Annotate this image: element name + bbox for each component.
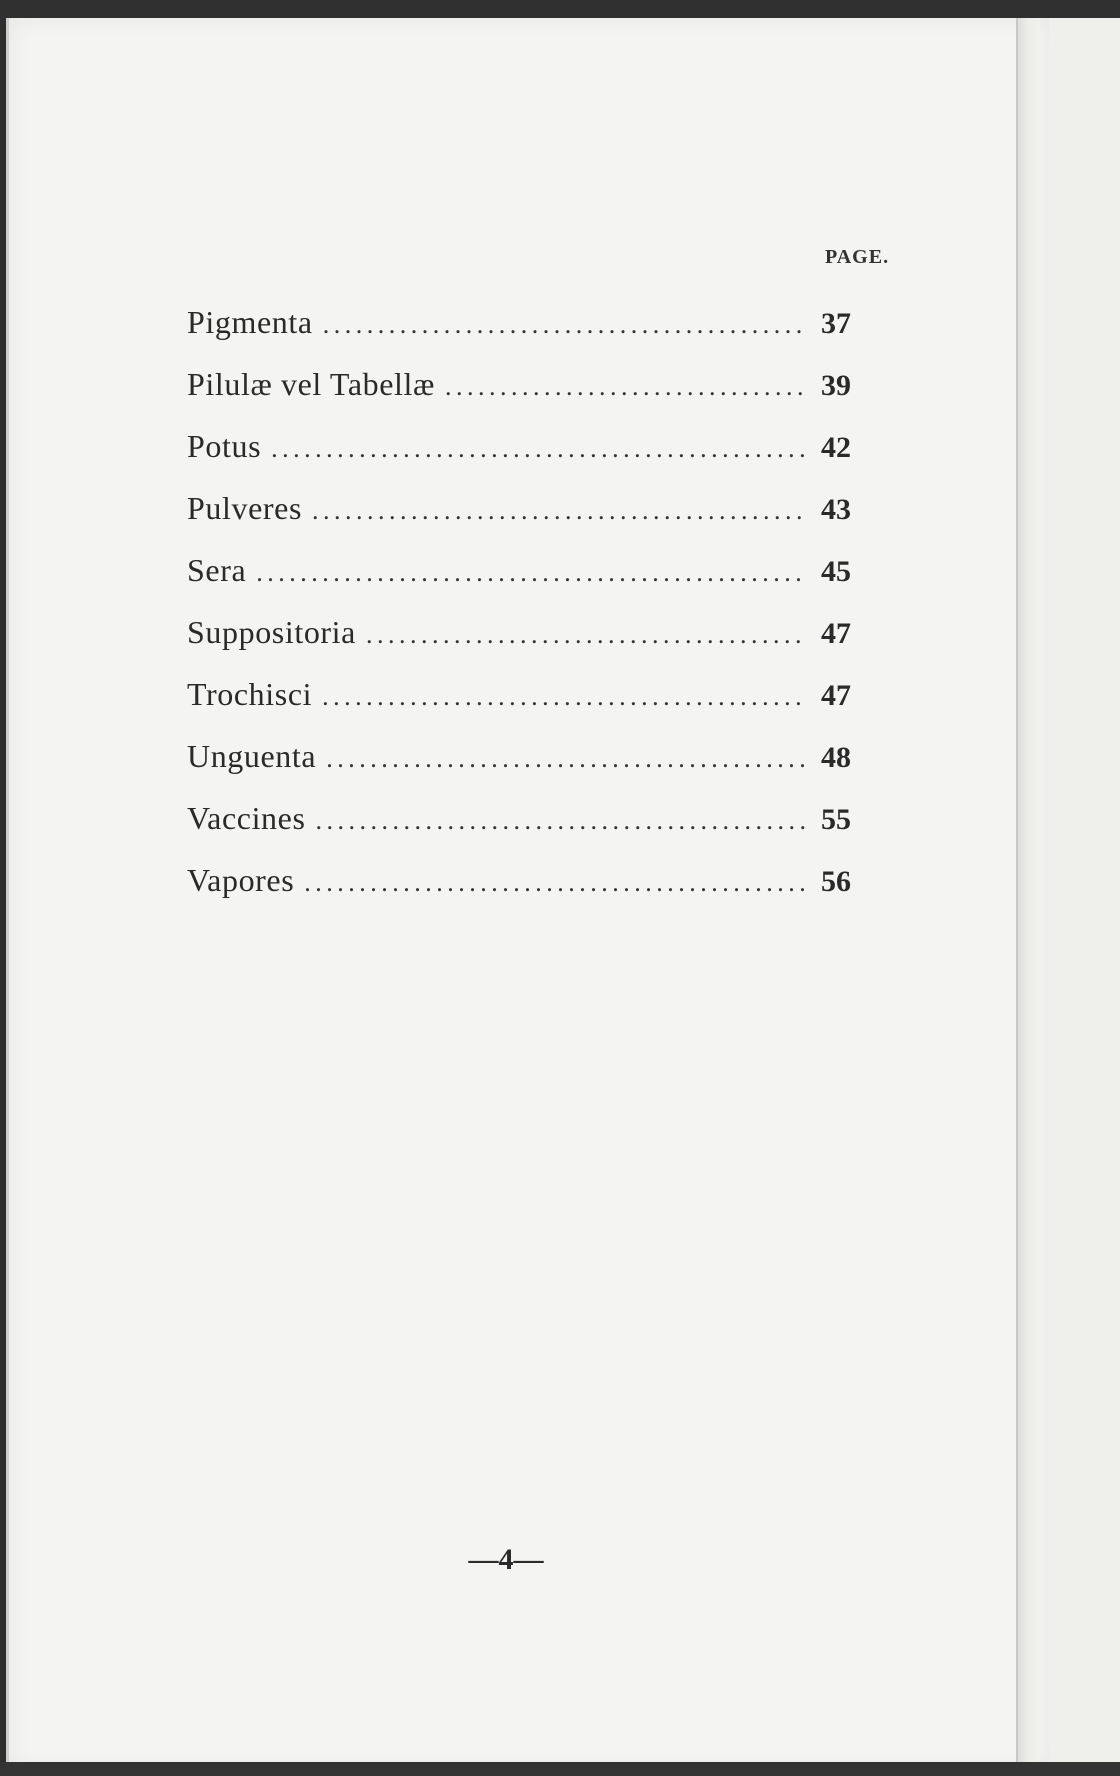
scan-border-bottom: [0, 1762, 1120, 1776]
dot-leader: [322, 682, 807, 712]
dot-leader: [366, 620, 807, 650]
toc-entry-title: Potus: [187, 428, 262, 464]
toc-entry: [187, 614, 877, 676]
toc-entry: [187, 800, 877, 862]
page-number: —4—: [468, 1543, 544, 1576]
dot-leader: [304, 868, 807, 898]
dot-leader: [323, 310, 807, 340]
toc-entry: [187, 304, 877, 366]
toc-entry-title: Pilulæ vel Tabellæ: [187, 366, 435, 402]
toc-entry: [187, 676, 877, 738]
dot-leader: [326, 744, 807, 774]
toc-entry: [187, 738, 877, 800]
toc-entry-page: 37: [821, 307, 851, 340]
page-column-label: PAGE.: [825, 246, 890, 268]
toc-entry-page: 43: [821, 493, 851, 526]
dot-leader: [445, 372, 807, 402]
toc-entry: [187, 490, 877, 552]
toc-entry-title: Unguenta: [187, 738, 317, 774]
toc-entry-page: 55: [821, 803, 851, 836]
dot-leader: [312, 496, 807, 526]
toc-entry-title: Vapores: [187, 862, 295, 898]
toc-entry-page: 56: [821, 865, 851, 898]
adjacent-page: [1040, 18, 1120, 1770]
toc-entry-page: 42: [821, 431, 851, 464]
page-gutter-edge: [1016, 18, 1040, 1770]
toc-entry: [187, 552, 877, 614]
toc-entry-page: 39: [821, 369, 851, 402]
toc-entry-page: 47: [821, 679, 851, 712]
toc-entry-title: Vaccines: [187, 800, 306, 836]
dot-leader: [256, 558, 807, 588]
document-page: [6, 18, 1049, 1770]
toc-entry-page: 45: [821, 555, 851, 588]
toc-entry: [187, 862, 877, 924]
toc-entry-title: Sera: [187, 552, 247, 588]
toc-entry-title: Trochisci: [187, 676, 313, 712]
toc-entry-page: 48: [821, 741, 851, 774]
toc-entry: [187, 366, 877, 428]
toc-entry-title: Suppositoria: [187, 614, 356, 650]
dot-leader: [271, 434, 807, 464]
toc-entry-list: [187, 304, 877, 924]
toc-entry: [187, 428, 877, 490]
toc-entry-page: 47: [821, 617, 851, 650]
dot-leader: [316, 806, 807, 836]
toc-entry-title: Pigmenta: [187, 304, 313, 340]
toc-entry-title: Pulveres: [187, 490, 303, 526]
